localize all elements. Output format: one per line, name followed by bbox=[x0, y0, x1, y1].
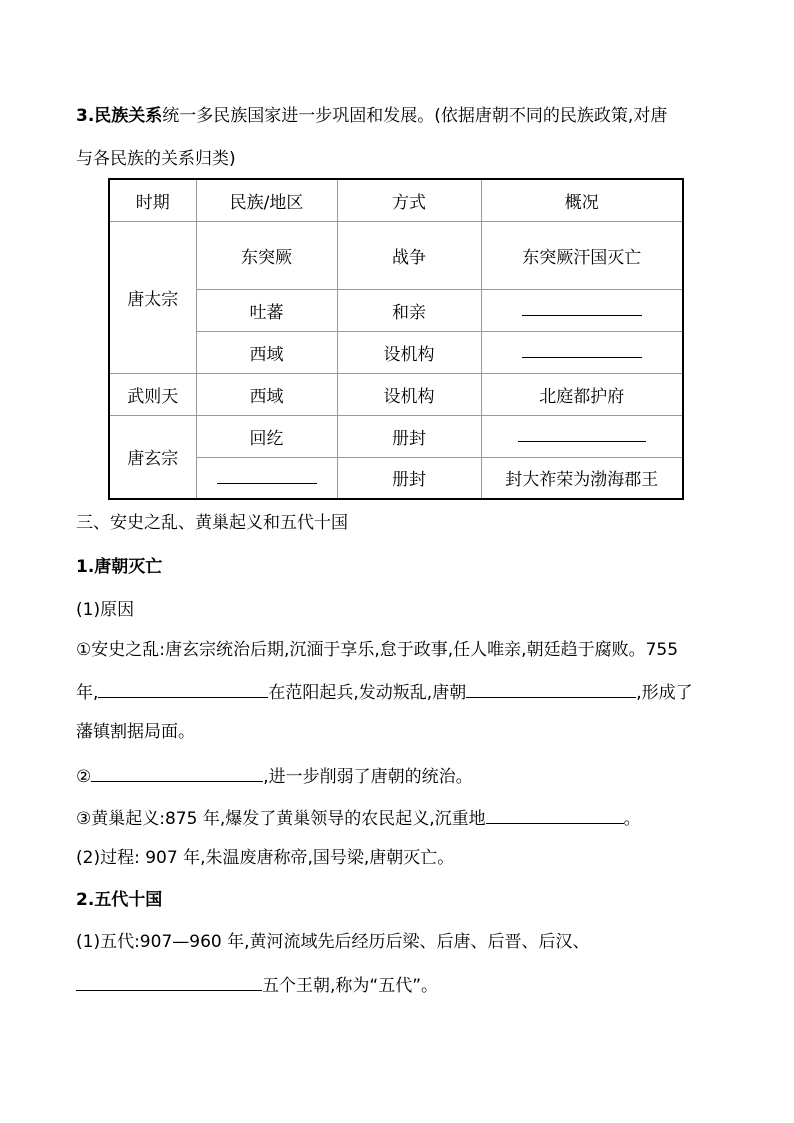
method-cell: 设机构 bbox=[337, 331, 481, 373]
fill-in-blank[interactable] bbox=[217, 467, 317, 484]
item-1-line-1: ①安史之乱:唐玄宗统治后期,沉湎于享乐,怠于政事,任人唯亲,朝廷趋于腐败。755 bbox=[76, 640, 679, 660]
period-cell: 唐太宗 bbox=[109, 221, 196, 373]
section-3-line-2: 与各民族的关系归类) bbox=[76, 149, 236, 169]
table-row bbox=[109, 331, 683, 373]
region-cell: 东突厥 bbox=[196, 221, 337, 289]
summary-cell: 东突厥汗国灭亡 bbox=[481, 221, 683, 289]
fill-in-blank[interactable] bbox=[518, 425, 646, 442]
item-1-text-a: 年, bbox=[76, 683, 99, 703]
header-period: 时期 bbox=[109, 179, 196, 221]
method-cell: 战争 bbox=[337, 221, 481, 289]
method-cell: 册封 bbox=[337, 457, 481, 499]
item-1-text-b: 在范阳起兵,发动叛乱,唐朝 bbox=[268, 683, 467, 703]
table-header-row bbox=[109, 179, 683, 221]
table-row bbox=[109, 415, 683, 457]
item-2-prefix: ② bbox=[76, 767, 92, 787]
item-3-text-b: 。 bbox=[623, 809, 641, 829]
fill-in-blank[interactable] bbox=[522, 341, 642, 358]
region-cell: 西域 bbox=[196, 373, 337, 415]
five-dynasties-line-2 bbox=[76, 972, 438, 998]
region-cell: 西域 bbox=[196, 331, 337, 373]
table-row bbox=[109, 373, 683, 415]
item-1-line-3: 藩镇割据局面。 bbox=[76, 722, 195, 742]
summary-cell: 北庭都护府 bbox=[481, 373, 683, 415]
summary-cell: 封大祚荣为渤海郡王 bbox=[481, 457, 683, 499]
method-cell: 和亲 bbox=[337, 289, 481, 331]
subsection-2-title: 2.五代十国 bbox=[76, 890, 163, 910]
fill-in-blank[interactable] bbox=[91, 763, 263, 782]
item-3-text-a: ③黄巢起义:875 年,爆发了黄巢领导的农民起义,沉重地 bbox=[76, 809, 486, 829]
summary-blank-cell bbox=[481, 415, 683, 457]
table-row bbox=[109, 289, 683, 331]
fill-in-blank[interactable] bbox=[486, 805, 624, 824]
header-summary: 概况 bbox=[481, 179, 683, 221]
section-3-number: 3. bbox=[76, 106, 95, 126]
table-row bbox=[109, 457, 683, 499]
five-dynasties-line-1: (1)五代:907—960 年,黄河流域先后经历后梁、后唐、后晋、后汉、 bbox=[76, 932, 590, 952]
method-cell: 设机构 bbox=[337, 373, 481, 415]
period-cell: 武则天 bbox=[109, 373, 196, 415]
five-dynasties-suffix: 五个王朝,称为“五代”。 bbox=[262, 976, 439, 996]
region-cell: 回纥 bbox=[196, 415, 337, 457]
header-region: 民族/地区 bbox=[196, 179, 337, 221]
table-row bbox=[109, 221, 683, 289]
section-heading: 三、安史之乱、黄巢起义和五代十国 bbox=[76, 513, 348, 533]
ethnic-relations-table bbox=[108, 178, 684, 500]
region-cell: 吐蕃 bbox=[196, 289, 337, 331]
item-1-line-2 bbox=[76, 679, 693, 705]
section-3-line-1 bbox=[76, 104, 667, 128]
item-2-suffix: ,进一步削弱了唐朝的统治。 bbox=[263, 767, 473, 787]
header-method: 方式 bbox=[337, 179, 481, 221]
period-cell: 唐玄宗 bbox=[109, 415, 196, 499]
item-2-line bbox=[76, 763, 473, 789]
process-line: (2)过程: 907 年,朱温废唐称帝,国号梁,唐朝灭亡。 bbox=[76, 848, 455, 868]
summary-blank-cell bbox=[481, 331, 683, 373]
section-3-text: 统一多民族国家进一步巩固和发展。(依据唐朝不同的民族政策,对唐 bbox=[162, 106, 668, 126]
fill-in-blank[interactable] bbox=[76, 972, 262, 991]
fill-in-blank[interactable] bbox=[522, 299, 642, 316]
cause-label: (1)原因 bbox=[76, 600, 135, 620]
section-3-title: 民族关系 bbox=[94, 106, 163, 126]
item-1-text-c: ,形成了 bbox=[636, 683, 693, 703]
fill-in-blank[interactable] bbox=[466, 679, 636, 698]
method-cell: 册封 bbox=[337, 415, 481, 457]
fill-in-blank[interactable] bbox=[98, 679, 268, 698]
summary-blank-cell bbox=[481, 289, 683, 331]
item-3-line bbox=[76, 805, 641, 831]
region-blank-cell bbox=[196, 457, 337, 499]
subsection-1-title: 1.唐朝灭亡 bbox=[76, 557, 163, 577]
